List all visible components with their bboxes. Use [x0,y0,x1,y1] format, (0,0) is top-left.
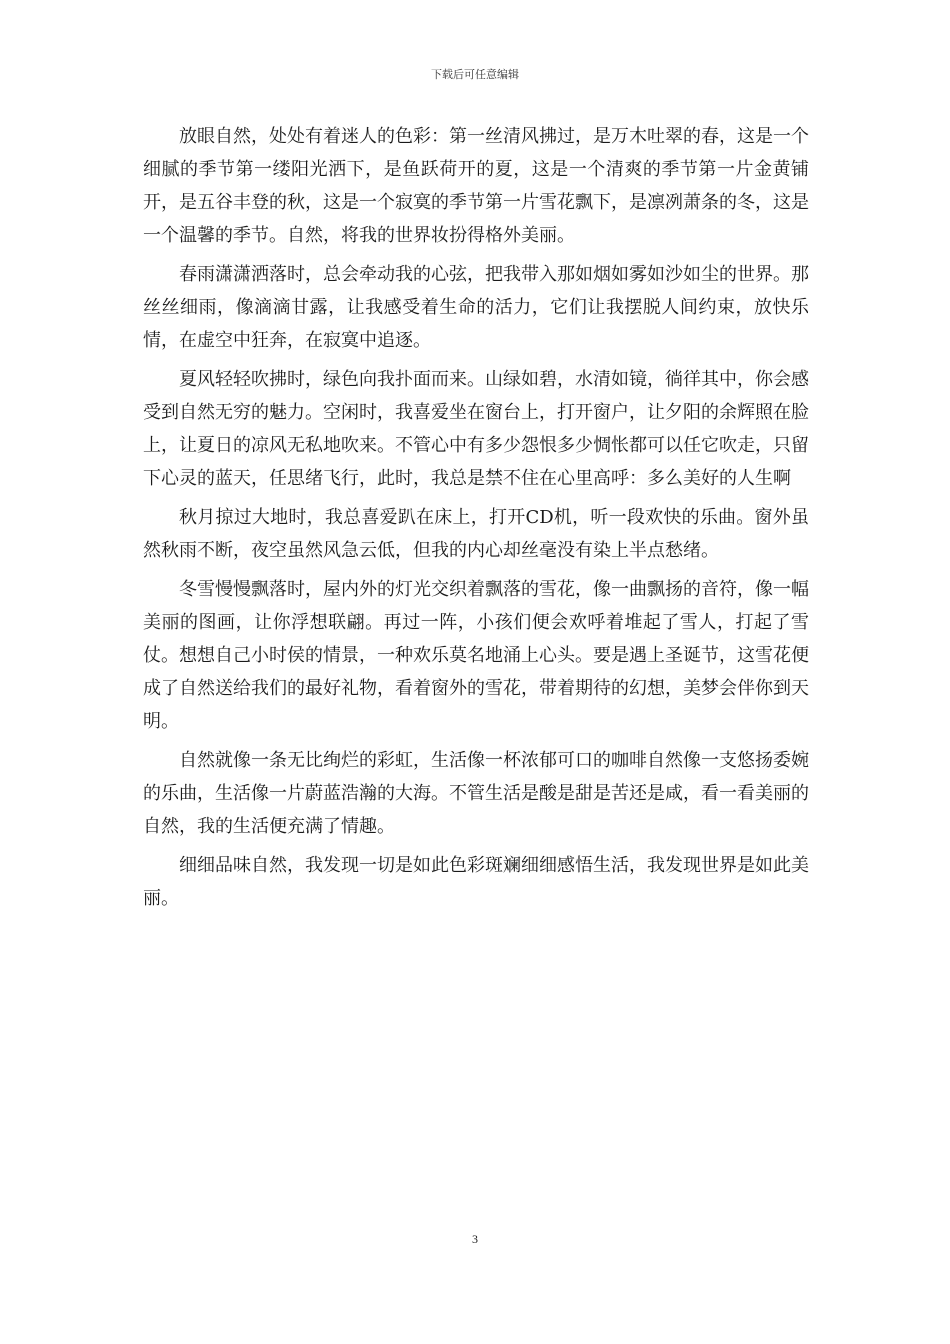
paragraph-7: 细细品味自然，我发现一切是如此色彩斑斓细细感悟生活，我发现世界是如此美丽。 [143,855,809,909]
paragraph-4: 秋月掠过大地时，我总喜爱趴在床上，打开CD机，听一段欢快的乐曲。窗外虽然秋雨不断，夜空虽然风急云低，但我的内心却丝毫没有染上半点愁绪。 [143,507,809,561]
paragraph-5: 冬雪慢慢飘落时，屋内外的灯光交织着飘落的雪花，像一曲飘扬的音符，像一幅美丽的图画，让你浮想联翩。再过一阵，小孩们便会欢呼着堆起了雪人，打起了雪仗。想想自己小时侯的情景，一种欢乐莫名地涌上心头。要是遇上圣诞节，这雪花便成了自然送给我们的最好礼物，看着窗外的雪花，带着期待的幻想，美梦会伴你到天明。 [143,579,809,732]
page-header: 下载后可任意编辑 [431,68,519,81]
paragraph-6: 自然就像一条无比绚烂的彩虹，生活像一杯浓郁可口的咖啡自然像一支悠扬委婉的乐曲，生活像一片蔚蓝浩瀚的大海。不管生活是酸是甜是苦还是咸，看一看美丽的自然，我的生活便充满了情趣。 [143,750,809,837]
paragraph-2: 春雨潇潇洒落时，总会牵动我的心弦，把我带入那如烟如雾如沙如尘的世界。那丝丝细雨，像滴滴甘露，让我感受着生命的活力，它们让我摆脱人间约束，放快乐情，在虚空中狂奔，在寂寞中追逐。 [143,264,809,351]
document-body [143,120,809,921]
paragraph-3: 夏风轻轻吹拂时，绿色向我扑面而来。山绿如碧，水清如镜，徜徉其中，你会感受到自然无穷的魅力。空闲时，我喜爱坐在窗台上，打开窗户，让夕阳的余辉照在脸上，让夏日的凉风无私地吹来。不管心中有多少怨恨多少惆怅都可以任它吹走，只留下心灵的蓝天，任思绪飞行，此时，我总是禁不住在心里高呼：多么美好的人生啊 [143,369,809,489]
page-number: 3 [472,1232,478,1246]
paragraph-1: 放眼自然，处处有着迷人的色彩：第一丝清风拂过，是万木吐翠的春，这是一个细腻的季节第一缕阳光洒下，是鱼跃荷开的夏，这是一个清爽的季节第一片金黄铺开，是五谷丰登的秋，这是一个寂寞的季节第一片雪花飘下，是凛冽萧条的冬，这是一个温馨的季节。自然，将我的世界妆扮得格外美丽。 [143,126,809,246]
